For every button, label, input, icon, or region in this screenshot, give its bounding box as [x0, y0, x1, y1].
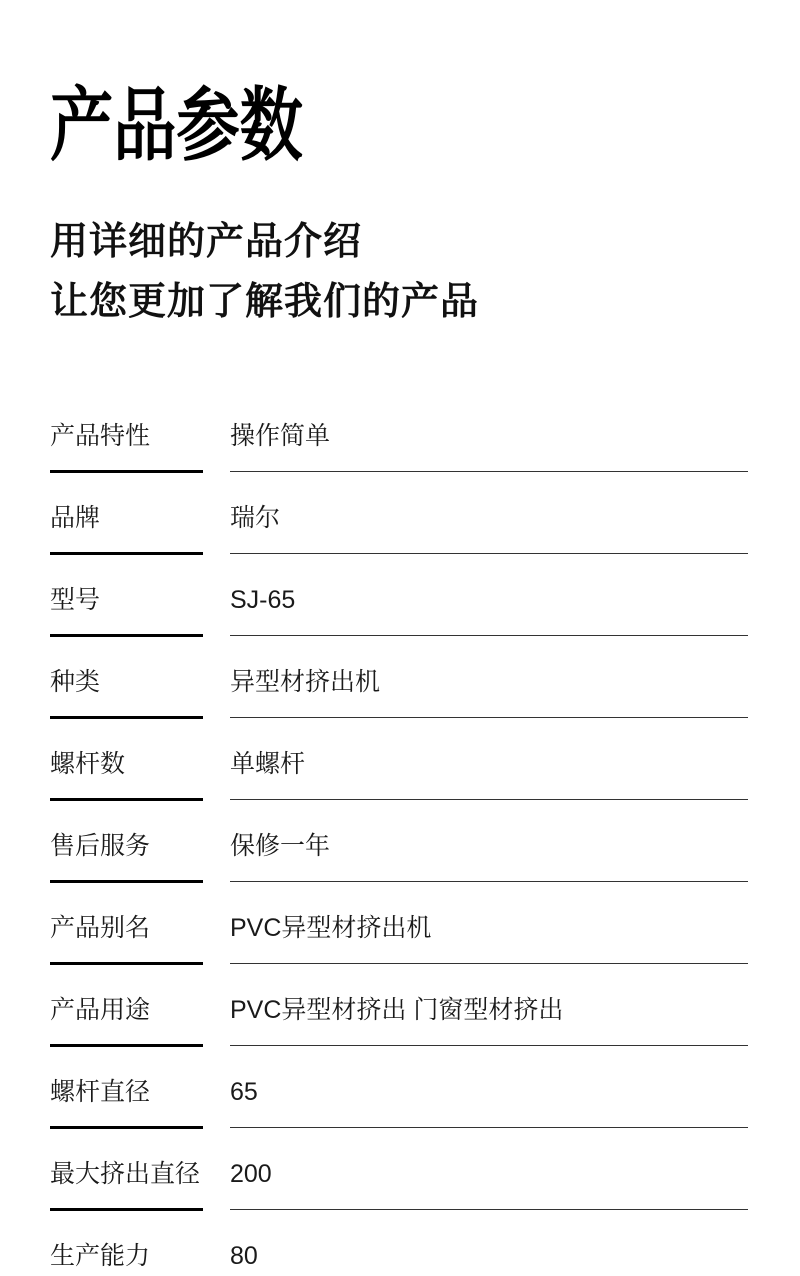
- spec-divider: [50, 880, 748, 883]
- spec-row: [50, 412, 748, 470]
- page-subtitle: [50, 212, 748, 332]
- divider-cell-left: [50, 962, 230, 965]
- spec-value: 80: [230, 1242, 258, 1270]
- spec-value: SJ-65: [230, 586, 296, 614]
- spec-value: 保修一年: [230, 832, 331, 860]
- spec-divider: [50, 470, 748, 473]
- divider-thin-line: [230, 635, 748, 636]
- spec-label: 最大挤出直径: [50, 1160, 201, 1188]
- divider-cell-right: [230, 552, 748, 555]
- divider-cell-right: [230, 798, 748, 801]
- spec-row: [50, 740, 748, 798]
- spec-divider: [50, 634, 748, 637]
- page-title-text: 产品参数: [50, 81, 303, 170]
- spec-divider: [50, 1208, 748, 1211]
- spec-row: [50, 822, 748, 880]
- divider-thick-bar: [50, 716, 203, 719]
- divider-cell-left: [50, 880, 230, 883]
- divider-thin-line: [230, 1127, 748, 1128]
- divider-cell-left: [50, 798, 230, 801]
- divider-thick-bar: [50, 1126, 203, 1129]
- spec-label: 售后服务: [50, 832, 151, 860]
- page-title: [50, 0, 748, 168]
- spec-divider: [50, 962, 748, 965]
- divider-thick-bar: [50, 880, 203, 883]
- spec-value: 200: [230, 1160, 272, 1188]
- divider-thin-line: [230, 717, 748, 718]
- divider-thick-bar: [50, 552, 203, 555]
- spec-value: 65: [230, 1078, 258, 1106]
- divider-cell-right: [230, 880, 748, 883]
- spec-value: PVC异型材挤出 门窗型材挤出: [230, 996, 564, 1024]
- spec-divider: [50, 1044, 748, 1047]
- divider-thin-line: [230, 471, 748, 472]
- spec-value: 单螺杆: [230, 750, 306, 778]
- divider-cell-right: [230, 634, 748, 637]
- spec-value: 操作简单: [230, 422, 331, 450]
- divider-cell-right: [230, 470, 748, 473]
- subtitle-line-2: 让您更加了解我们的产品: [50, 281, 480, 323]
- divider-thick-bar: [50, 1044, 203, 1047]
- spec-row: [50, 1068, 748, 1126]
- subtitle-line-1: 用详细的产品介绍: [50, 221, 363, 263]
- divider-thin-line: [230, 881, 748, 882]
- divider-cell-left: [50, 634, 230, 637]
- spec-label: 型号: [50, 586, 101, 614]
- divider-cell-right: [230, 716, 748, 719]
- divider-thin-line: [230, 1209, 748, 1210]
- spec-divider: [50, 716, 748, 719]
- divider-cell-right: [230, 962, 748, 965]
- spec-label: 螺杆直径: [50, 1078, 151, 1106]
- divider-cell-left: [50, 552, 230, 555]
- divider-thin-line: [230, 553, 748, 554]
- divider-thick-bar: [50, 962, 203, 965]
- spec-divider: [50, 798, 748, 801]
- spec-label: 品牌: [50, 504, 101, 532]
- divider-cell-left: [50, 716, 230, 719]
- divider-cell-left: [50, 1126, 230, 1129]
- spec-row: [50, 1150, 748, 1208]
- divider-cell-right: [230, 1044, 748, 1047]
- divider-thin-line: [230, 963, 748, 964]
- divider-thin-line: [230, 1045, 748, 1046]
- spec-value: 异型材挤出机: [230, 668, 381, 696]
- spec-row: [50, 1232, 748, 1276]
- divider-thick-bar: [50, 1208, 203, 1211]
- divider-cell-left: [50, 1208, 230, 1211]
- divider-thick-bar: [50, 798, 203, 801]
- divider-cell-right: [230, 1208, 748, 1211]
- spec-label: 产品特性: [50, 422, 151, 450]
- divider-cell-left: [50, 1044, 230, 1047]
- spec-row: [50, 904, 748, 962]
- spec-table: [50, 412, 748, 1276]
- spec-label: 生产能力: [50, 1242, 151, 1270]
- spec-value: PVC异型材挤出机: [230, 914, 432, 942]
- spec-row: [50, 576, 748, 634]
- spec-label: 螺杆数: [50, 750, 126, 778]
- divider-cell-right: [230, 1126, 748, 1129]
- spec-row: [50, 986, 748, 1044]
- spec-row: [50, 494, 748, 552]
- spec-divider: [50, 1126, 748, 1129]
- divider-thick-bar: [50, 634, 203, 637]
- spec-label: 产品别名: [50, 914, 151, 942]
- spec-label: 种类: [50, 668, 101, 696]
- spec-label: 产品用途: [50, 996, 151, 1024]
- spec-value: 瑞尔: [230, 504, 281, 532]
- divider-cell-left: [50, 470, 230, 473]
- divider-thick-bar: [50, 470, 203, 473]
- divider-thin-line: [230, 799, 748, 800]
- spec-row: [50, 658, 748, 716]
- spec-divider: [50, 552, 748, 555]
